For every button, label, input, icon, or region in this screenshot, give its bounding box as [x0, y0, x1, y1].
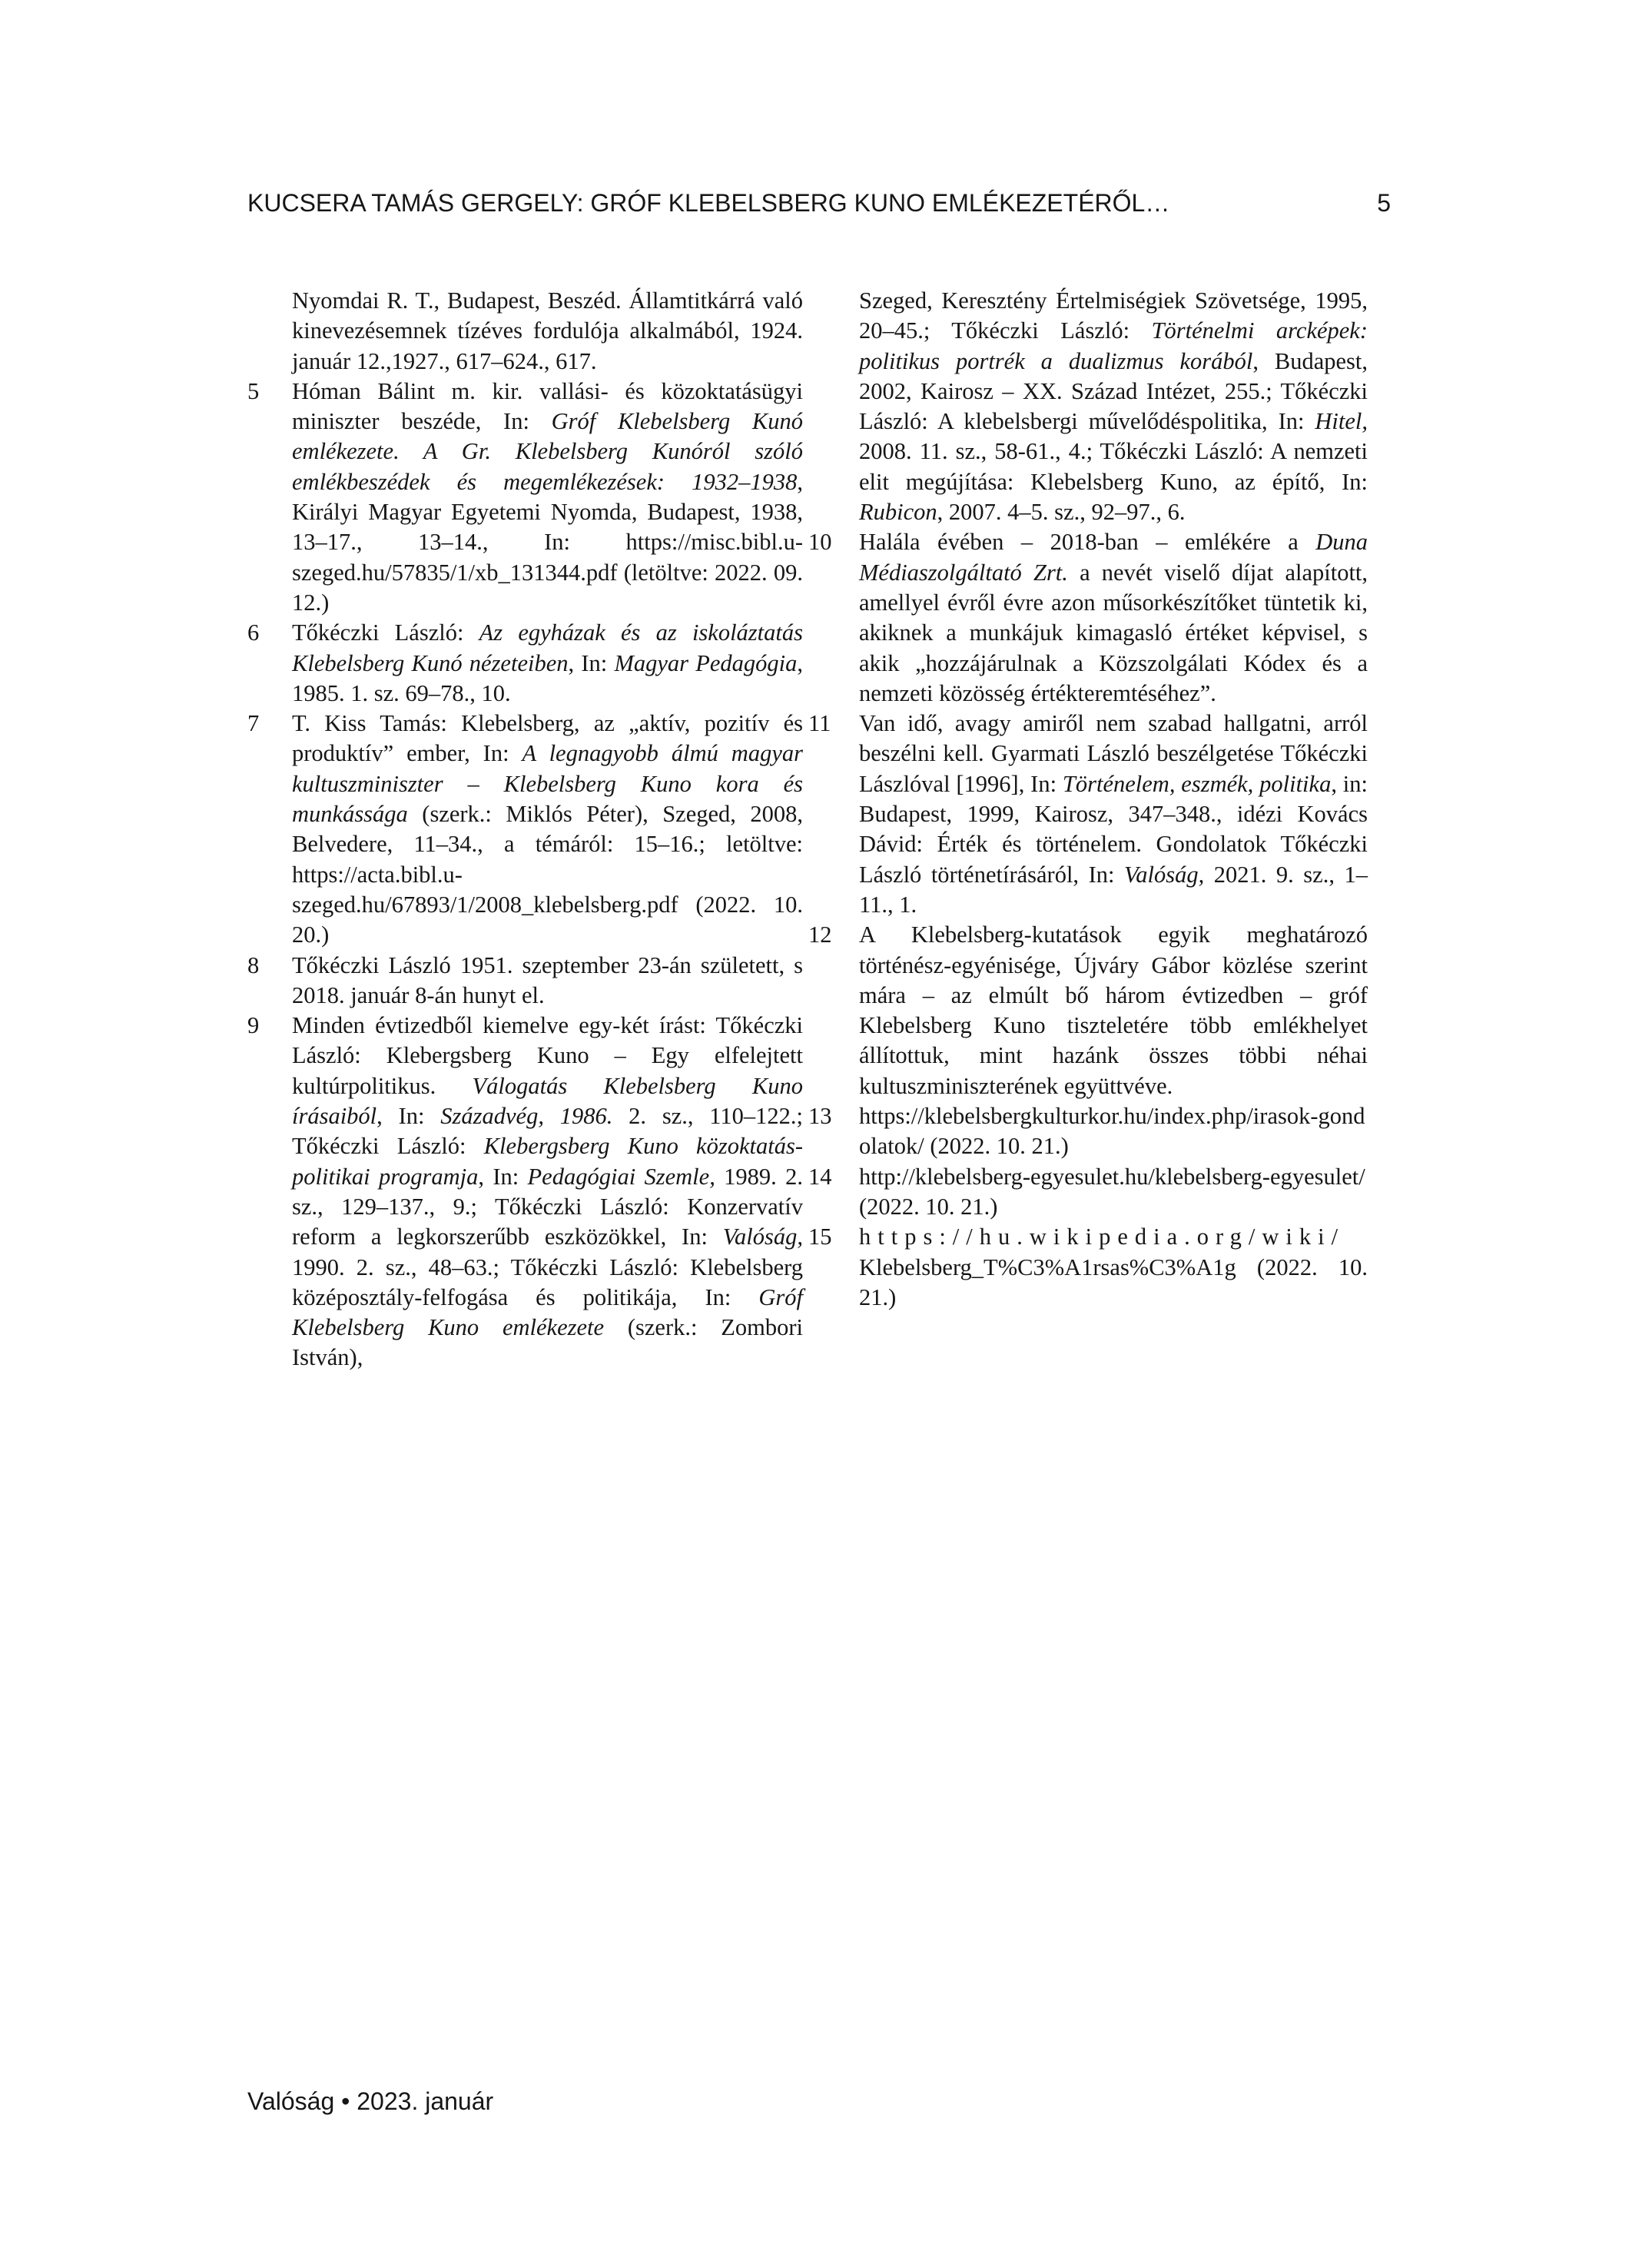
footnote-text: , In:	[478, 1163, 528, 1190]
footnote-7	[247, 709, 803, 950]
footnote-number: 6	[247, 619, 260, 646]
footnote-text: , in: Budapest, 1999, Kairosz, 347–348., idézi Kovács Dávid: Érték és történelem. Gondolatok Tőkéczki László történetírásáról, In:	[859, 770, 1368, 888]
footnote-number: 13	[808, 1103, 832, 1130]
footnote-text: 1989. 2. sz., 129–137., 9.; Tőkéczki László: Konzervatív reform a legkorszerűbb eszközökkel, In:	[292, 1163, 804, 1250]
footnote-number: 12	[808, 921, 832, 948]
footnote-text: a nevét viselő díjat alapított, amellyel évről évre azon műsorkészítőket tüntetik ki, akiknek a munkájuk kimagasló értéket képvisel, s akik „hozzájárulnak a Közszolgálati Kódex és a nemzeti közösség értékteremtéséhez”.	[859, 559, 1368, 706]
footnote-italic: Pedagógiai Szemle,	[527, 1163, 715, 1190]
footnote-link[interactable]: https://klebelsbergkulturkor.hu/index.php/irasok-gondolatok/ (2022. 10. 21.)	[859, 1103, 1365, 1160]
page-number: 5	[1377, 189, 1391, 217]
footnote-text: Halála évében – 2018-ban – emlékére a	[859, 529, 1316, 556]
footnote-italic: Válogatás Klebelsberg Kuno írásaiból	[292, 1072, 803, 1130]
footnote-number: 5	[247, 377, 260, 404]
footnote-text: 2. sz., 110–122.; Tőkéczki László:	[292, 1103, 803, 1160]
footnote-italic: Klebergsberg Kuno közoktatás-politikai programja	[292, 1133, 803, 1190]
footnote-italic: Az egyházak és az iskoláztatás Klebelsberg Kunó nézeteiben	[292, 619, 803, 676]
footnote-link[interactable]: https://hu.wikipedia.org/wiki/	[859, 1224, 1345, 1250]
footnote-15	[808, 1222, 1368, 1313]
footnote-text: Minden évtizedből kiemelve egy-két írást: Tőkéczki László: Klebergsberg Kuno – Egy elfelejtett kultúrpolitikus.	[292, 1012, 803, 1099]
footnote-continuation	[808, 286, 1368, 527]
footnote-number: 14	[808, 1163, 832, 1190]
footnote-text: 1990. 2. sz., 48–63.; Tőkéczki László: Klebelsberg középosztály-felfogása és politikája, In:	[292, 1254, 803, 1310]
footnote-text: Hóman Bálint m. kir. vallási- és közoktatásügyi miniszter beszéde, In:	[292, 377, 803, 435]
footnote-number: 8	[247, 951, 260, 978]
footnote-text: Szeged, Keresztény Értelmiségiek Szövetsége, 1995, 20–45.; Tőkéczki László:	[859, 287, 1368, 344]
footnote-italic: Rubicon	[859, 499, 937, 526]
footnote-continuation	[247, 286, 803, 377]
footnote-text: (szerk.: Zombori István),	[292, 1314, 804, 1371]
footnote-italic: Századvég, 1986.	[440, 1103, 613, 1130]
footnote-11	[808, 709, 1368, 920]
footnote-5	[247, 377, 803, 618]
footnote-text: , Budapest, 2002, Kairosz – XX. Század Intézet, 255.; Tőkéczki László: A klebelsbergi művelődéspolitika, In:	[859, 347, 1368, 435]
footnote-italic: Gróf Klebelsberg Kuno emlékezete	[292, 1283, 803, 1341]
footnote-text: 2008. 11. sz., 58-61., 4.; Tőkéczki László: A nemzeti elit megújítása: Klebelsberg Kuno, az építő, In:	[859, 438, 1368, 495]
footnote-number: 7	[247, 710, 260, 737]
footnote-text: , 1985. 1. sz. 69–78., 10.	[292, 649, 803, 706]
footnote-number: 11	[808, 710, 831, 737]
footnote-italic: Történelem, eszmék, politika	[1062, 770, 1332, 797]
footnote-text: Nyomdai R. T., Budapest, Beszéd. Államtitkárrá való kinevezésemnek tízéves fordulója alkalmából, 1924. január 12.,1927., 617–624., 617.	[292, 287, 803, 374]
footnote-text: (szerk.: Miklós Péter), Szeged, 2008, Belvedere, 11–34., a témáról: 15–16.; letöltve: https://acta.bibl.u-szeged.hu/67893/1/2008_klebelsberg.pdf (2022. 10. 20.)	[292, 801, 803, 948]
page-footer	[247, 2086, 493, 2117]
footnotes-right-column	[808, 286, 1368, 1313]
footnote-6	[247, 618, 803, 709]
footnote-text: Tőkéczki László 1951. szeptember 23-án született, s 2018. január 8-án hunyt el.	[292, 951, 803, 1008]
footnote-12	[808, 920, 1368, 1101]
journal-issue: Valóság • 2023. január	[247, 2087, 494, 2115]
footnote-italic: Valóság,	[722, 1224, 803, 1250]
footnote-number: 10	[808, 529, 832, 556]
footnotes-left-column	[247, 286, 803, 1373]
footnote-text: , In:	[568, 649, 615, 676]
footnote-italic: Valóság,	[1124, 861, 1205, 888]
footnote-number: 15	[808, 1224, 832, 1250]
footnote-9	[247, 1011, 803, 1373]
footnote-link[interactable]: http://klebelsberg-egyesulet.hu/klebelsberg-egyesulet/ (2022. 10. 21.)	[859, 1163, 1365, 1220]
footnote-text: 2021. 9. sz., 1–11., 1.	[859, 861, 1368, 918]
footnote-number: 9	[247, 1012, 260, 1039]
footnote-text: T. Kiss Tamás: Klebelsberg, az „aktív, pozitív és produktív” ember, In:	[292, 710, 803, 767]
footnote-italic: Történelmi arcképek: politikus portrék a dualizmus korából	[859, 317, 1368, 374]
footnote-text: A Klebelsberg-kutatások egyik meghatározó történész-egyénisége, Újváry Gábor közlése szerint mára – az elmúlt bő három évtizedben – gróf Klebelsberg Kuno tiszteletére több emlékhelyet állítottuk, mint hazánk összes többi néhai kultuszminiszterének együttvéve.	[859, 921, 1368, 1099]
running-head	[247, 188, 1391, 218]
footnote-text: , 2007. 4–5. sz., 92–97., 6.	[937, 499, 1186, 526]
footnote-italic: Hitel,	[1315, 408, 1368, 435]
footnote-link[interactable]: Klebelsberg_T%C3%A1rsas%C3%A1g (2022. 10. 21.)	[859, 1254, 1368, 1310]
footnote-italic: Duna Médiaszolgáltató Zrt.	[859, 529, 1368, 586]
footnote-8	[247, 951, 803, 1011]
running-title: KUCSERA TAMÁS GERGELY: GRÓF KLEBELSBERG KUNO EMLÉKEZETÉRŐL…	[247, 189, 1170, 217]
footnote-text: Van idő, avagy amiről nem szabad hallgatni, arról beszélni kell. Gyarmati László beszélgetése Tőkéczki Lászlóval [1996], In:	[859, 710, 1368, 797]
footnote-italic: Magyar Pedagógia	[614, 649, 798, 676]
footnote-text: Tőkéczki László:	[292, 619, 479, 646]
footnote-10	[808, 527, 1368, 709]
footnote-italic: A legnagyobb álmú magyar kultuszminiszter – Klebelsberg Kuno kora és munkássága	[292, 740, 803, 828]
footnote-text: , In:	[376, 1103, 441, 1130]
footnote-13	[808, 1101, 1368, 1162]
footnote-text: , Királyi Magyar Egyetemi Nyomda, Budapest, 1938, 13–17., 13–14., In: https://misc.bibl.u-szeged.hu/57835/1/xb_131344.pdf (letöltve: 2022. 09. 12.)	[292, 468, 803, 616]
footnote-italic: Gróf Klebelsberg Kunó emlékezete. A Gr. Klebelsberg Kunóról szóló emlékbeszédek és megemlékezések: 1932–1938	[292, 408, 803, 495]
footnote-14	[808, 1162, 1368, 1223]
